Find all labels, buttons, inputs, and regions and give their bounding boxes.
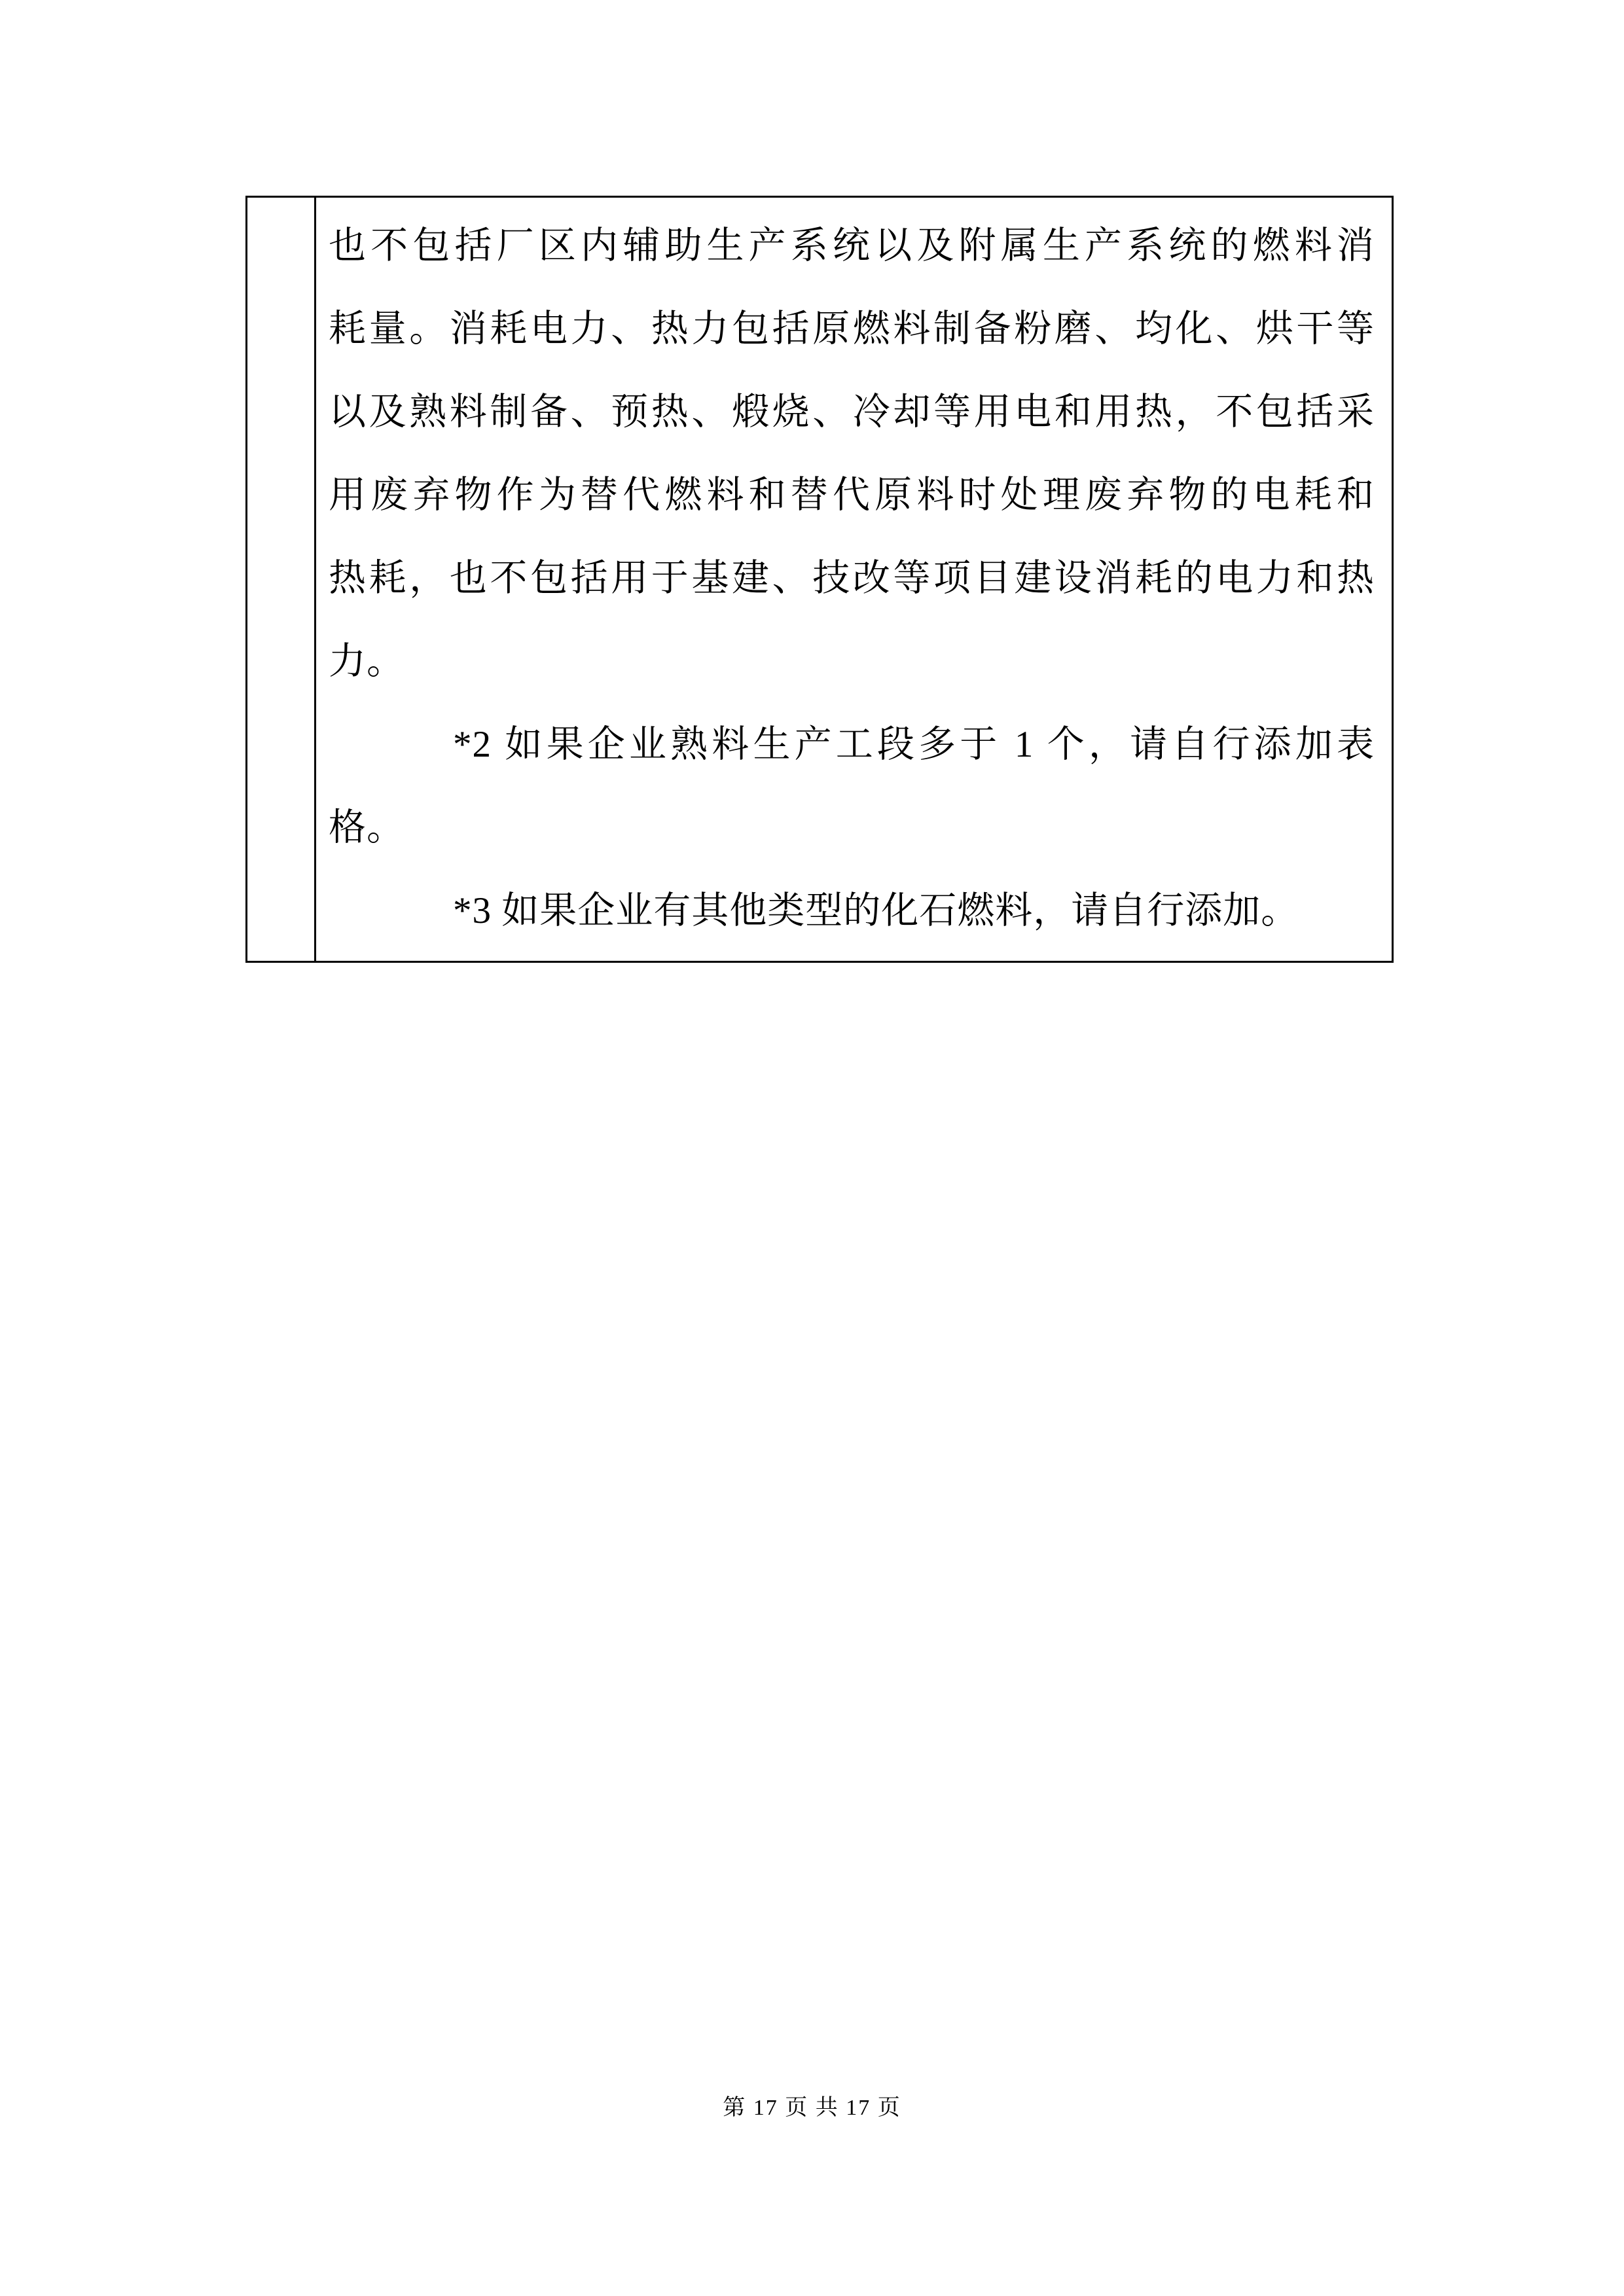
table-row-label-cell [247,198,316,961]
note-line: 用废弃物作为替代燃料和替代原料时处理废弃物的电耗和 [329,475,1375,516]
note-line: 以及熟料制备、预热、煅烧、冷却等用电和用热，不包括采 [329,391,1375,433]
note-line: 格。 [329,807,405,848]
note-line: 也不包括厂区内辅助生产系统以及附属生产系统的燃料消 [329,225,1375,266]
note-line: 力。 [329,641,405,682]
note-line: 耗量。消耗电力、热力包括原燃料制备粉磨、均化、烘干等 [329,308,1375,350]
page-number: 第 17 页 共 17 页 [723,2096,901,2120]
note-line-asterisk-2: *2 如果企业熟料生产工段多于 1 个，请自行添加表 [453,724,1375,765]
note-line: 热耗，也不包括用于基建、技改等项目建设消耗的电力和热 [329,558,1375,599]
note-line-asterisk-3: *3 如果企业有其他类型的化石燃料，请自行添加。 [453,890,1299,931]
table-note-cell [316,198,1392,961]
continuation-table [245,196,1394,963]
